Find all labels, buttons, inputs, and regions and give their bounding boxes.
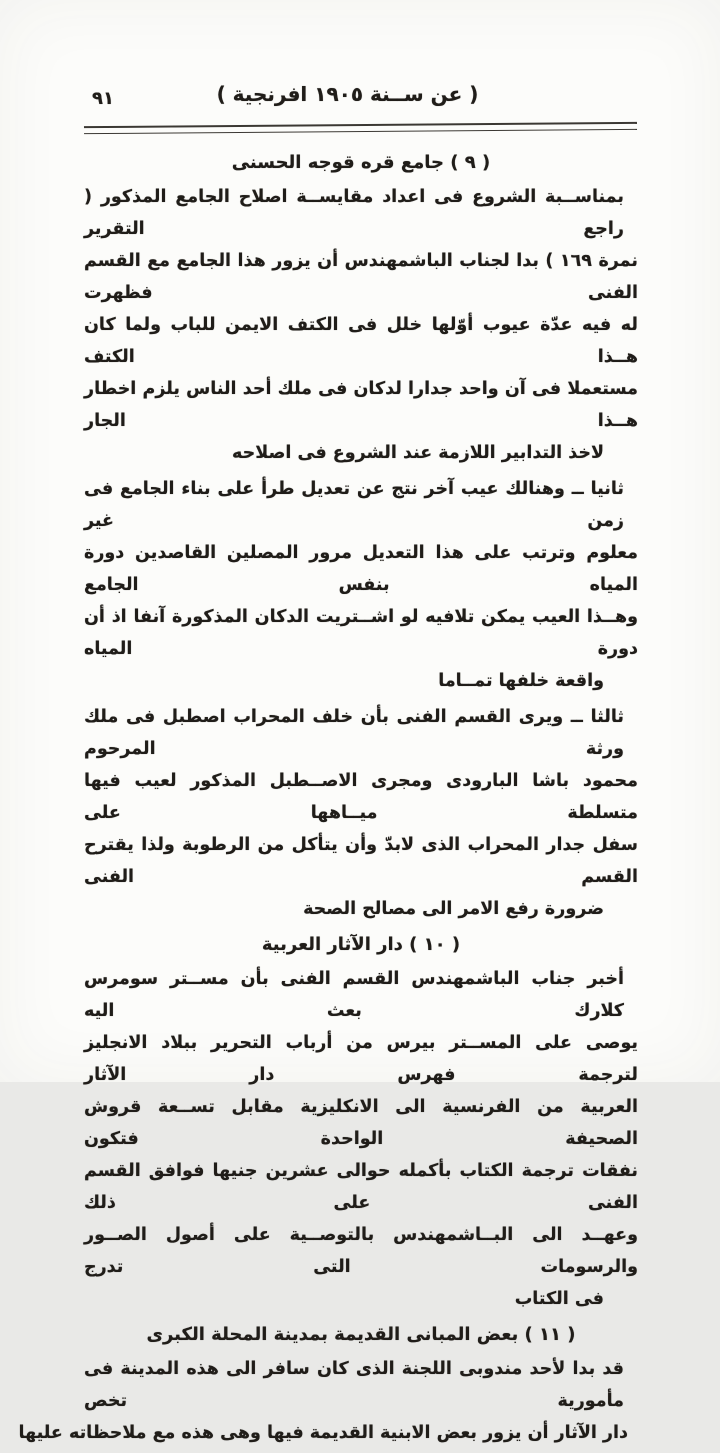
header-rule — [84, 122, 637, 134]
page-number: ٩١ — [92, 88, 114, 109]
text-line: ثالثا ــ ويرى القسم الفنى بأن خلف المحراب اصطبل فى ملك ورثة المرحوم — [84, 707, 624, 759]
text-line: دار الآثار أن يزور بعض الابنية القديمة فيها وهى هذه مع ملاحظاته عليها — [18, 1423, 628, 1443]
text-line: نفقات ترجمة الكتاب بأكمله حوالى عشرين جنيها فوافق القسم الفنى على ذلك — [84, 1161, 638, 1213]
section-heading: ( ١١ ) بعض المبانى القديمة بمدينة المحلة الكبرى — [146, 1324, 576, 1345]
text-line: نمرة ١٦٩ ) بدا لجناب الباشمهندس أن يزور هذا الجامع مع القسم الفنى فظهرت — [84, 251, 638, 303]
paragraph — [84, 963, 638, 1315]
text-line: مستعملا فى آن واحد جدارا لدكان فى ملك أحد الناس يلزم اخطار هــذا الجار — [84, 379, 638, 431]
paragraph — [18, 1353, 638, 1449]
text-line: فى الكتاب — [514, 1289, 604, 1309]
page-content — [18, 147, 638, 1453]
paragraph — [84, 473, 638, 697]
text-line: العربية من الفرنسية الى الانكليزية مقابل تســعة قروش الصحيفة الواحدة فتكون — [84, 1097, 638, 1149]
text-line: وعهــد الى البــاشمهندس بالتوصــية على أصول الصــور والرسومات التى تدرج — [84, 1225, 638, 1277]
text-line: وهــذا العيب يمكن تلافيه لو اشــتريت الدكان المذكورة آنفا اذ أن دورة المياه — [84, 607, 638, 659]
text-line: يوصى على المســتر بيرس من أرباب التحرير ببلاد الانجليز لترجمة فهرس دار الآثار — [84, 1033, 638, 1085]
section-heading: ( ١٠ ) دار الآثار العربية — [261, 934, 461, 955]
paragraph — [84, 181, 638, 469]
text-line: لاخذ التدابير اللازمة عند الشروع فى اصلاحه — [232, 443, 604, 463]
paragraph — [84, 701, 638, 925]
section-mosque-qara-qujah — [84, 147, 638, 925]
text-line: أخبر جناب الباشمهندس القسم الفنى بأن مســتر سومرس كلارك بعث اليه — [84, 969, 624, 1021]
text-line: قد بدا لأحد مندوبى اللجنة الذى كان سافر الى هذه المدينة فى مأمورية تخص — [84, 1359, 624, 1411]
text-line: سفل جدار المحراب الذى لابدّ وأن يتأكل من الرطوبة ولذا يقترح القسم الفنى — [84, 835, 638, 887]
text-line: بمناســبة الشروع فى اعداد مقايســة اصلاح الجامع المذكور ( راجع التقرير — [84, 187, 624, 239]
page-header — [71, 82, 624, 106]
section-heading: ( ٩ ) جامع قره قوجه الحسنى — [231, 152, 491, 173]
header-title: ( عن ســنة ١٩٠٥ افرنجية ) — [216, 82, 479, 106]
text-line: ضرورة رفع الامر الى مصالح الصحة — [303, 899, 604, 919]
text-line: ثانيا ــ وهنالك عيب آخر نتج عن تعديل طرأ على بناء الجامع فى زمن غير — [84, 479, 624, 531]
section-old-buildings-mahalla — [18, 1319, 638, 1449]
text-line: محمود باشا البارودى ومجرى الاصــطبل المذكور لعيب فيها متسلطة ميــاهها على — [84, 771, 638, 823]
text-line: واقعة خلفها تمــاما — [438, 671, 604, 691]
section-arab-antiquities-house — [84, 929, 638, 1315]
text-line: له فيه عدّة عيوب أوّلها خلل فى الكتف الايمن للباب ولما كان هــذا الكتف — [84, 315, 638, 367]
text-line: معلوم وترتب على هذا التعديل مرور المصلين القاصدين دورة المياه بنفس الجامع — [84, 543, 638, 595]
